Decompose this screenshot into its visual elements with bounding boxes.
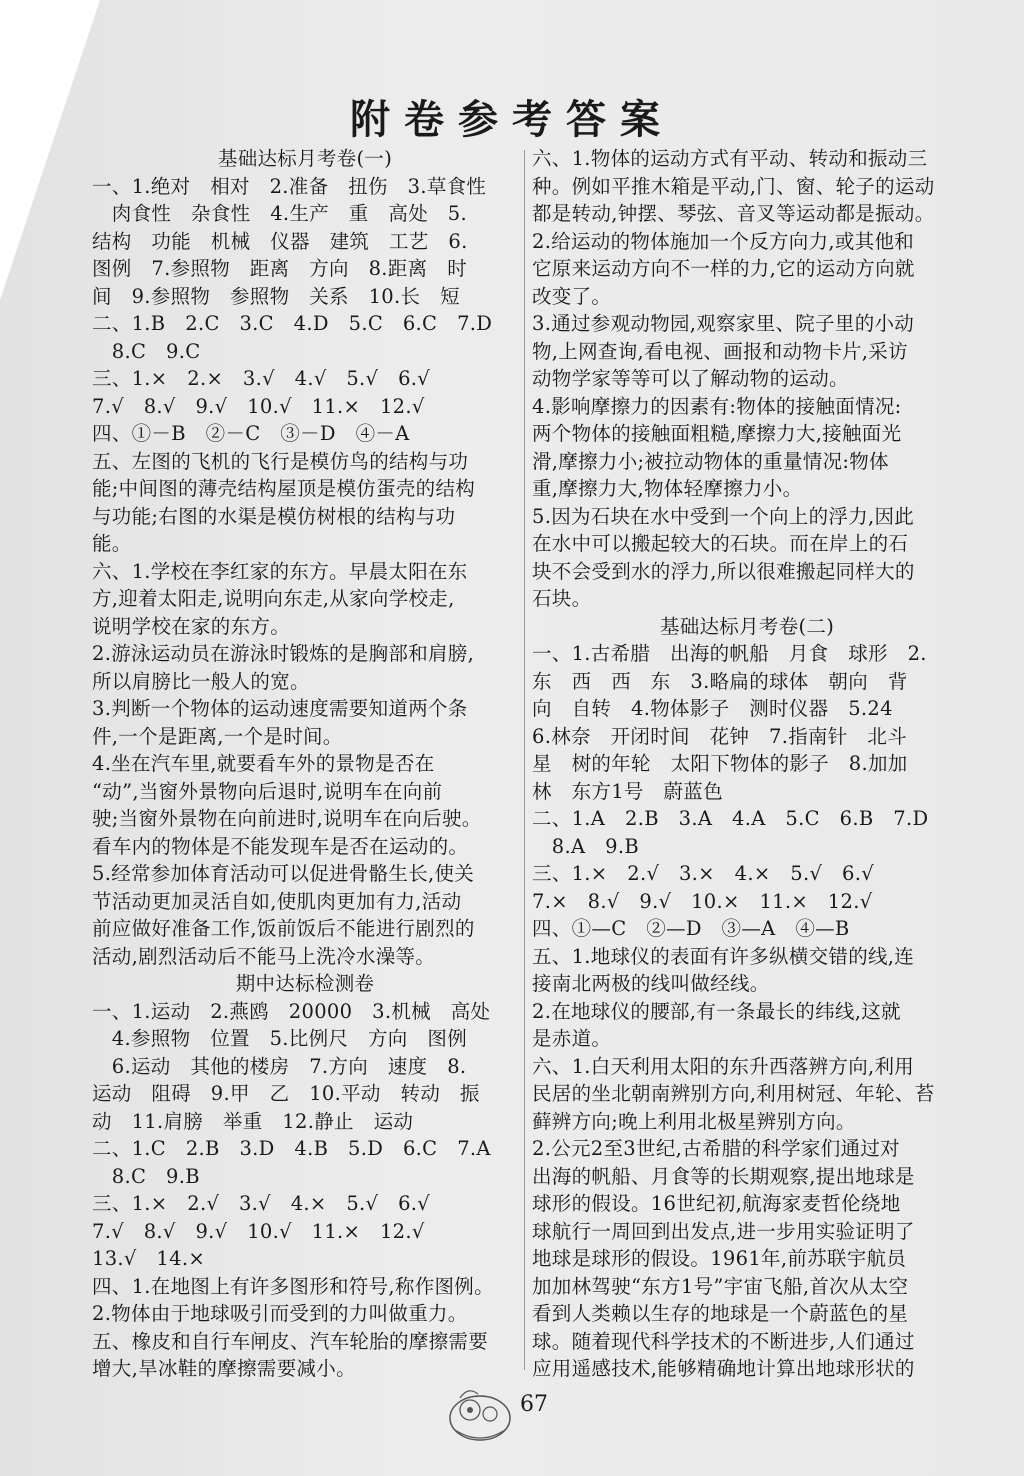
- answer-line: 接南北两极的线叫做经线。: [532, 972, 770, 995]
- answer-line: 7.√ 8.√ 9.√ 10.√ 11.× 12.√: [92, 1219, 425, 1243]
- mascot-icon: [440, 1380, 520, 1446]
- answer-line: 四、①－B ②－C ③－D ④－A: [92, 422, 410, 445]
- answer-line: 块不会受到水的浮力,所以很难搬起同样大的: [532, 559, 915, 583]
- answer-line: 图例 7.参照物 距离 方向 8.距离 时: [92, 257, 468, 280]
- answer-line: 5.经常参加体育活动可以促进骨骼生长,使关: [92, 862, 475, 885]
- answer-line: 看车内的物体是不能发现车是否在运动的。: [92, 834, 469, 858]
- page-title: 附卷参考答案: [350, 97, 674, 143]
- answer-line: 种。例如平推木箱是平动,门、窗、轮子的运动: [532, 174, 935, 198]
- answer-line: 6.林奈 开闭时间 花钟 7.指南针 北斗: [532, 724, 908, 748]
- answer-line: 出海的帆船、月食等的长期观察,提出地球是: [532, 1164, 915, 1188]
- answer-line: 一、1.古希腊 出海的帆船 月食 球形 2.: [532, 642, 927, 665]
- answer-line: 球形的假设。16世纪初,航海家麦哲伦绕地: [532, 1192, 901, 1215]
- answer-line: 8.C 9.C: [92, 339, 201, 363]
- answer-line: 2.给运动的物体施加一个反方向力,或其他和: [532, 229, 915, 253]
- answer-line: 五、1.地球仪的表面有许多纵横交错的线,连: [532, 944, 915, 968]
- answer-line: 件,一个是距离,一个是时间。: [92, 724, 343, 748]
- answer-line: 是赤道。: [532, 1027, 612, 1050]
- answer-line: 说明学校在家的东方。: [92, 614, 291, 638]
- answer-line: 2.游泳运动员在游泳时锻炼的是胸部和肩膀,: [92, 642, 475, 665]
- answer-line: 加加林驾驶“东方1号”宇宙飞船,首次从太空: [532, 1274, 909, 1298]
- section-heading: 基础达标月考卷(一): [217, 147, 393, 170]
- answer-line: 它原来运动方向不一样的力,它的运动方向就: [532, 257, 915, 280]
- folded-corner: [0, 0, 100, 300]
- answer-line: 7.× 8.√ 9.√ 10.× 11.× 12.√: [532, 889, 873, 913]
- section-heading: 期中达标检测卷: [235, 972, 375, 995]
- answer-line: 藓辨方向;晚上利用北极星辨别方向。: [532, 1109, 856, 1133]
- answer-line: 两个物体的接触面粗糙,摩擦力大,接触面光: [532, 422, 902, 445]
- answer-line: 六、1.物体的运动方式有平动、转动和振动三: [532, 147, 928, 170]
- answer-line: 前应做好准备工作,饭前饭后不能进行剧烈的: [92, 917, 475, 940]
- answer-line: 滑,摩擦力小;被拉动物体的重量情况:物体: [532, 449, 889, 473]
- answer-line: 东 西 西 东 3.略扁的球体 朝向 背: [532, 669, 908, 693]
- page-footer: [440, 1380, 580, 1450]
- answer-line: 一、1.绝对 相对 2.准备 扭伤 3.草食性: [92, 174, 487, 198]
- answer-line: “动”,当窗外景物向后退时,说明车在向前: [92, 779, 443, 803]
- answer-line: 五、左图的飞机的飞行是模仿鸟的结构与功: [92, 449, 469, 473]
- answer-line: 都是转动,钟摆、琴弦、音叉等运动都是振动。: [532, 202, 935, 225]
- answer-line: 球航行一周回到出发点,进一步用实验证明了: [532, 1219, 915, 1243]
- answer-line: 7.√ 8.√ 9.√ 10.√ 11.× 12.√: [92, 394, 425, 418]
- answer-line: 2.在地球仪的腰部,有一条最长的纬线,这就: [532, 999, 901, 1023]
- answer-line: 方,迎着太阳走,说明向东走,从家向学校走,: [92, 587, 455, 610]
- answer-line: 四、1.在地图上有许多图形和符号,称作图例。: [92, 1274, 494, 1298]
- answer-line: 三、1.× 2.√ 3.× 4.× 5.√ 6.√: [532, 862, 874, 885]
- answer-line: 四、①—C ②—D ③—A ④—B: [532, 917, 850, 940]
- answer-line: 地球是球形的假设。1961年,前苏联宇航员: [532, 1247, 907, 1270]
- answer-line: 8.A 9.B: [532, 834, 640, 858]
- answer-line: 能;中间图的薄壳结构屋顶是模仿蛋壳的结构: [92, 477, 476, 500]
- answer-line: 重,摩擦力大,物体轻摩擦力小。: [532, 477, 803, 500]
- answer-line: 4.参照物 位置 5.比例尺 方向 图例: [92, 1027, 468, 1050]
- answer-line: 一、1.运动 2.燕鸥 20000 3.机械 高处: [92, 999, 491, 1023]
- answer-line: 物,上网查询,看电视、画报和动物卡片,采访: [532, 339, 908, 363]
- section-heading: 基础达标月考卷(二): [659, 614, 835, 638]
- answer-line: 与功能;右图的水渠是模仿树根的结构与功: [92, 504, 456, 528]
- answer-line: 动 11.肩膀 举重 12.静止 运动: [92, 1109, 414, 1133]
- answer-line: 活动,剧烈活动后不能马上洗冷水澡等。: [92, 944, 436, 968]
- answer-line: 二、1.B 2.C 3.C 4.D 5.C 6.C 7.D: [92, 312, 493, 335]
- answer-line: 运动 阻碍 9.甲 乙 10.平动 转动 振: [92, 1082, 480, 1105]
- answer-line: 石块。: [532, 587, 592, 610]
- answer-line: 驶;当窗外景物在向前进时,说明车在向后驶。: [92, 807, 482, 830]
- answer-line: 二、1.C 2.B 3.D 4.B 5.D 6.C 7.A: [92, 1137, 491, 1160]
- answer-line: 六、1.白天利用太阳的东升西落辨方向,利用: [532, 1054, 915, 1078]
- answer-line: 星 树的年轮 太阳下物体的影子 8.加加: [532, 752, 908, 775]
- answer-line: 增大,旱冰鞋的摩擦需要减小。: [92, 1357, 356, 1380]
- answer-line: 5.因为石块在水中受到一个向上的浮力,因此: [532, 504, 915, 528]
- answer-line: 看到人类赖以生存的地球是一个蔚蓝色的星: [532, 1302, 909, 1325]
- answer-line: 民居的坐北朝南辨别方向,利用树冠、年轮、苔: [532, 1082, 935, 1105]
- answer-line: 3.通过参观动物园,观察家里、院子里的小动: [532, 312, 915, 335]
- answer-line: 所以肩膀比一般人的宽。: [92, 669, 310, 693]
- answer-line: 林 东方1号 蔚蓝色: [532, 779, 723, 803]
- answer-line: 向 自转 4.物体影子 测时仪器 5.24: [532, 697, 893, 720]
- answer-line: 8.C 9.B: [92, 1164, 200, 1188]
- answer-line: 2.公元2至3世纪,古希腊的科学家们通过对: [532, 1137, 900, 1160]
- page-number: 67: [520, 1392, 548, 1417]
- answer-line: 13.√ 14.×: [92, 1247, 205, 1270]
- answer-line: 三、1.× 2.√ 3.√ 4.× 5.√ 6.√: [92, 1192, 431, 1215]
- column-divider: [524, 150, 525, 1370]
- answer-line: 肉食性 杂食性 4.生产 重 高处 5.: [92, 202, 468, 225]
- answer-line: 节活动更加灵活自如,使肌肉更加有力,活动: [92, 889, 462, 913]
- answer-line: 动物学家等等可以了解动物的运动。: [532, 367, 849, 390]
- answer-line: 五、橡皮和自行车闸皮、汽车轮胎的摩擦需要: [92, 1329, 489, 1353]
- answer-line: 6.运动 其他的楼房 7.方向 速度 8.: [92, 1054, 467, 1078]
- answer-line: 六、1.学校在李红家的东方。早晨太阳在东: [92, 559, 468, 583]
- answer-line: 球。随着现代科学技术的不断进步,人们通过: [532, 1329, 915, 1353]
- answer-line: 2.物体由于地球吸引而受到的力叫做重力。: [92, 1302, 468, 1325]
- answer-line: 4.坐在汽车里,就要看车外的景物是否在: [92, 752, 435, 775]
- answer-line: 改变了。: [532, 284, 612, 308]
- answer-line: 能。: [92, 532, 132, 555]
- answer-line: 应用遥感技术,能够精确地计算出地球形状的: [532, 1357, 915, 1380]
- left-column: [92, 145, 518, 1383]
- answer-line: 在水中可以搬起较大的石块。而在岸上的石: [532, 532, 909, 555]
- answer-line: 二、1.A 2.B 3.A 4.A 5.C 6.B 7.D: [532, 807, 929, 830]
- answer-line: 3.判断一个物体的运动速度需要知道两个条: [92, 697, 468, 720]
- answer-line: 三、1.× 2.× 3.√ 4.√ 5.√ 6.√: [92, 367, 431, 390]
- answer-line: 结构 功能 机械 仪器 建筑 工艺 6.: [92, 229, 468, 253]
- answer-line: 间 9.参照物 参照物 关系 10.长 短: [92, 284, 460, 308]
- answer-line: 4.影响摩擦力的因素有:物体的接触面情况:: [532, 394, 902, 418]
- right-column: [532, 145, 962, 1383]
